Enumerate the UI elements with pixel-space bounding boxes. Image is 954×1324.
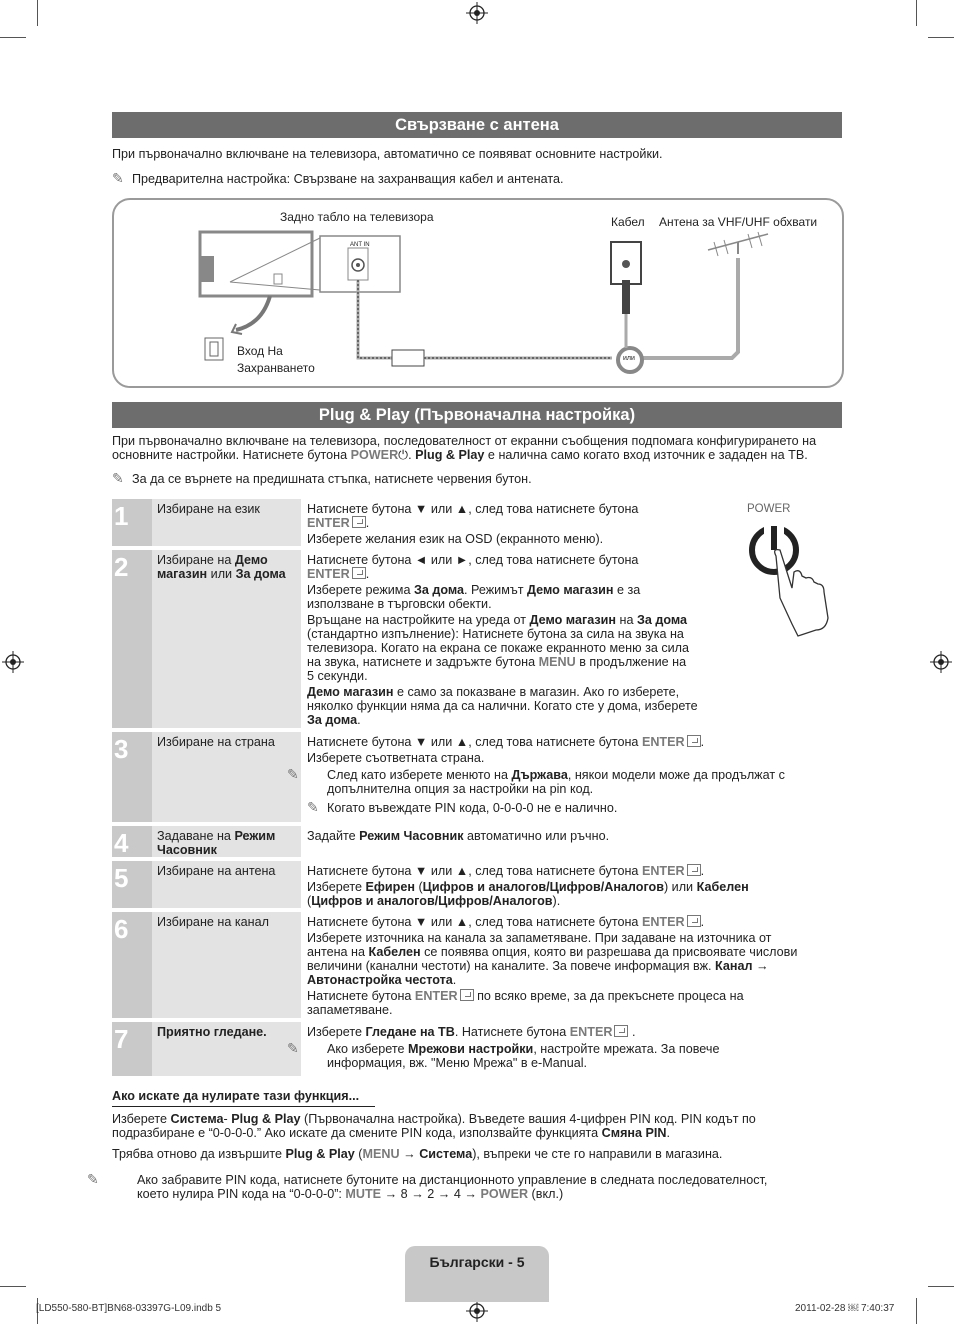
step-label: Избиране на Демо магазин или За дома: [152, 550, 301, 728]
step-5: [112, 861, 842, 908]
crop-mark: [0, 37, 26, 38]
tv-back-label: Задно табло на телевизора: [280, 210, 434, 224]
enter-icon: [352, 516, 366, 528]
plug-play-section-title: Plug & Play (Първоначална настройка): [112, 402, 842, 428]
ant-in-label: ANT IN: [350, 242, 370, 248]
crop-mark: [916, 1298, 917, 1324]
step-description: Натиснете бутона ▼ или ▲, след това натиснете бутона ENTER . Изберете желания език на OSD (екранното меню).: [307, 502, 639, 546]
plug-note: [112, 471, 842, 486]
step-label: Приятно гледане.: [152, 1022, 301, 1076]
cable-label: Кабел: [611, 215, 645, 229]
power-label: POWER: [747, 503, 791, 515]
reset-paragraph-2: Трябва отново да извършите Plug & Play (MENU → Система), въпреки че сте го направили в магазина.: [112, 1147, 723, 1161]
step-label: Избиране на страна: [152, 732, 301, 822]
crop-mark: [0, 1286, 26, 1287]
reset-note: ✎ Ако забравите PIN кода, натиснете бутоните на дистанционното управление в следната последователност, което нулира PIN кода на “0-0-0-0”: MUTE → 8 → 2 → 4 → POWER (вкл.): [87, 1171, 768, 1201]
registration-mark-icon: [466, 1300, 488, 1322]
step-number: 7: [112, 1022, 152, 1076]
page-label: Български - 5: [429, 1254, 525, 1270]
crop-mark: [37, 0, 38, 26]
power-input-label: [237, 343, 315, 377]
enter-icon: [687, 735, 701, 747]
step-label: Задаване на Режим Часовник: [152, 826, 301, 857]
antenna-intro: При първоначално включване на телевизора, автоматично се появяват основните настройки.: [112, 147, 663, 161]
step-6: [112, 912, 842, 1018]
step-description: Изберете Гледане на ТВ. Натиснете бутона ENTER . ✎ Ако изберете Мрежови настройки, настройте мрежата. За повече информация, вж. "Меню Мрежа" в e-Manual.: [287, 1025, 720, 1070]
plug-play-intro: [112, 434, 842, 462]
power-key-text: POWER: [350, 448, 399, 462]
step-description: Натиснете бутона ◄ или ►, след това натиснете бутона ENTER . Изберете режима За дома. Режимът Демо магазин е за използване в търговски обекти. Връщане на настройките на уреда от Демо магазин на За дома (стандартно изпълнение): Натиснете бутона за сила на звука на телевизора. Когато на екрана се покаже екранното меню за сила на звука, натиснете и задръжте бутона MENU в продължение на 5 секунди. Демо магазин е само за показване в магазин. Ако го изберете, няколко функции няма да са налични. Когато сте у дома, изберете За дома.: [307, 553, 698, 727]
step-description: Задайте Режим Часовник автоматично или ръчно.: [307, 829, 610, 843]
antenna-section-title: Свързване с антена: [112, 112, 842, 138]
enter-icon: [687, 864, 701, 876]
step-2: [112, 550, 842, 728]
step-number: 5: [112, 861, 152, 908]
step-number: 2: [112, 550, 152, 728]
step-description: Натиснете бутона ▼ или ▲, след това натиснете бутона ENTER . Изберете източника на канала за запаметяване. При задаване на източника от антена на Кабелен се появява опция, която ви разрешава да присвоявате числови величини (канални честоти) на каналите. За повече информация вж. Канал → Автонастройка честота. Натиснете бутона ENTER по всяко време, за да прекъснете процеса на запаметяване.: [307, 915, 798, 1017]
registration-mark-icon: [466, 2, 488, 24]
reset-paragraph-1: Изберете Система- Plug & Play (Първоначална настройка). Въведете вашия 4-цифрен PIN код. PIN кодът по подразбиране е “0-0-0-0.” Ако искате да смените PIN кода, използвайте функцията Смяна PIN.: [112, 1112, 756, 1140]
crop-mark: [928, 37, 954, 38]
note-icon: ✎: [87, 1171, 99, 1187]
enter-icon: [352, 567, 366, 579]
step-label: Избиране на антена: [152, 861, 301, 908]
note-icon: ✎: [287, 1040, 299, 1056]
enter-icon: [460, 989, 474, 1001]
registration-mark-icon: [2, 651, 24, 673]
step-number: 4: [112, 826, 152, 857]
step-3: [112, 732, 842, 822]
enter-icon: [687, 915, 701, 927]
step-label: Избиране на канал: [152, 912, 301, 1018]
note-icon: ✎: [307, 799, 319, 815]
step-label: Избиране на език: [152, 499, 301, 546]
crop-mark: [916, 0, 917, 26]
step-1: [112, 499, 842, 546]
step-4: [112, 826, 842, 857]
note-icon: ✎: [112, 170, 124, 186]
plug-intro-line2: основните настройки. Натиснете бутона POWER⏻. Plug & Play е налична само когато вход източник е зададен на ТВ.: [112, 448, 808, 462]
note-icon: ✎: [112, 470, 124, 486]
footer-file: [LD550-580-BT]BN68-03397G-L09.indb 5: [36, 1303, 222, 1314]
antenna-note: [112, 171, 842, 186]
step-description: Натиснете бутона ▼ или ▲, след това натиснете бутона ENTER . Изберете Ефирен (Цифров и аналогов/Цифров/Аналогов) или Кабелен (Цифров и аналогов/Цифров/Аналогов).: [307, 864, 749, 908]
note-icon: ✎: [287, 766, 299, 782]
registration-mark-icon: [930, 651, 952, 673]
power-input-line2: Захранването: [237, 361, 315, 375]
power-input-line1: Вход На: [237, 344, 283, 358]
vhf-antenna-label: Антена за VHF/UHF обхвати: [659, 215, 818, 229]
step-7: [112, 1022, 842, 1076]
footer-date: 2011-02-28 ￼ 7:40:37: [795, 1303, 895, 1314]
power-icon: ⏻: [398, 448, 409, 462]
plug-note-text: За да се върнете на предишната стъпка, натиснете червения бутон.: [132, 472, 532, 486]
or-label: или: [623, 355, 635, 362]
antenna-note-text: Предварителна настройка: Свързване на захранващия кабел и антената.: [132, 172, 564, 186]
plug-intro-line1: При първоначално включване на телевизора, последователност от екранни съобщения подпомага конфигурирането на: [112, 434, 817, 448]
enter-icon: [614, 1025, 628, 1037]
step-description: Натиснете бутона ▼ или ▲, след това натиснете бутона ENTER . Изберете съответната страна. ✎ След като изберете менюто на Държава, някои модели може да продължат с допълнителна опция за настройки на pin код. ✎ Когато въвеждате PIN кода, 0-0-0-0 не е налично.: [287, 735, 785, 815]
step-number: 3: [112, 732, 152, 822]
step-number: 6: [112, 912, 152, 1018]
crop-mark: [928, 1286, 954, 1287]
step-number: 1: [112, 499, 152, 546]
reset-heading: Ако искате да нулирате тази функция...: [112, 1089, 375, 1107]
